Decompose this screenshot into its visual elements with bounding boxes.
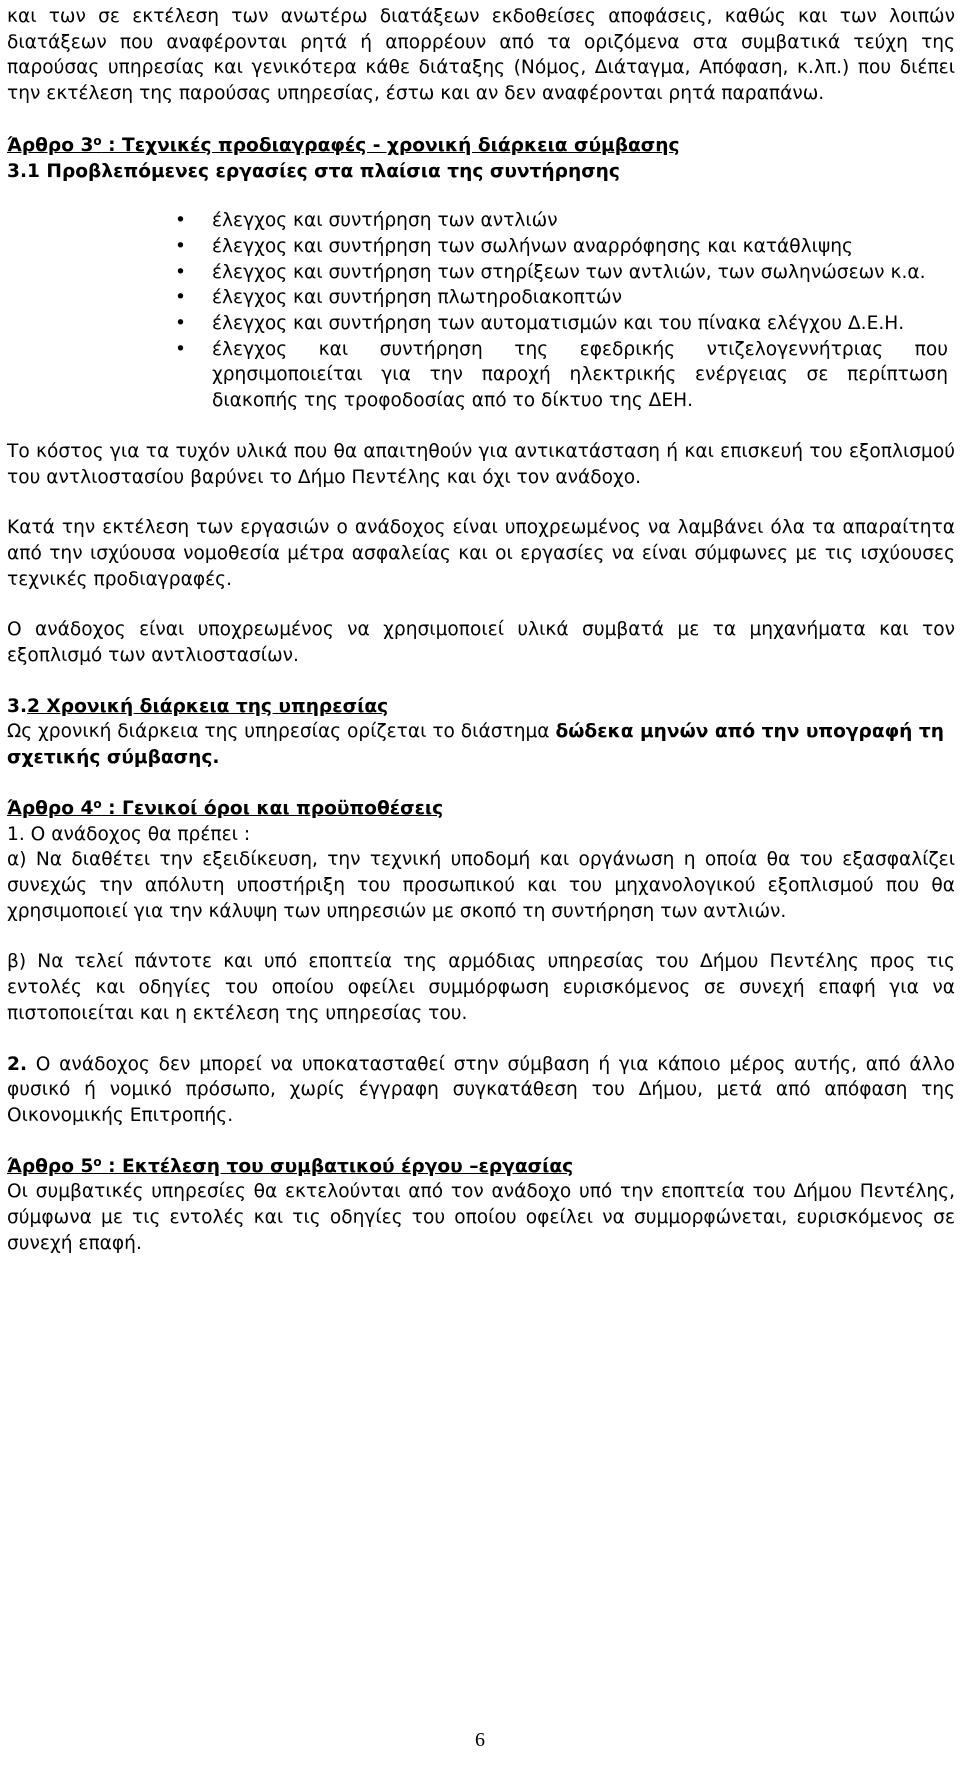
list-item [7, 285, 955, 311]
list-item-text: έλεγχος και συντήρηση των σωλήνων αναρρόφησης και κατάθλιψης [212, 235, 853, 257]
list-item [7, 337, 955, 414]
article-3-heading-pre: Άρθρο 3 [7, 134, 94, 156]
materials-cost-paragraph: Το κόστος για τα τυχόν υλικά που θα απαιτηθούν για αντικατάσταση ή και επισκευή του εξοπλισμού του αντλιοστασίου βαρύνει το Δήμο Πεντέλης και όχι τον ανάδοχο. [7, 440, 955, 488]
section-3-2-title [7, 694, 955, 720]
list-item-text: έλεγχος και συντήρηση της εφεδρικής ντιζελογεννήτριας που χρησιμοποιείται για την παροχή ηλεκτρικής ενέργειας σε περίπτωση διακοπής της τροφοδοσίας από το δίκτυο της ΔΕΗ. [212, 338, 948, 412]
section-3-2-title-text: 2 Χρονική διάρκεια της υπηρεσίας [27, 695, 389, 717]
list-item-text: έλεγχος και συντήρηση πλωτηροδιακοπτών [212, 287, 622, 309]
bullet-icon: • [175, 313, 186, 335]
safety-measures-paragraph: Κατά την εκτέλεση των εργασιών ο ανάδοχος είναι υποχρεωμένος να λαμβάνει όλα τα απαραίτητα από την ισχύουσα νομοθεσία μέτρα ασφαλείας και οι εργασίες να είναι σύμφωνες με τις ισχύουσες τεχνικές προδιαγραφές. [7, 517, 955, 590]
page-content [7, 4, 955, 1256]
bullet-icon: • [175, 287, 186, 309]
list-item-text: έλεγχος και συντήρηση των αντλιών [212, 210, 558, 232]
article-4-item-2 [7, 1052, 955, 1129]
article-4-item-1-a: α) Να διαθέτει την εξειδίκευση, την τεχνική υποδομή και οργάνωση η οποία θα του εξασφαλίζει συνεχώς την απόλυτη υποστήριξη του προσωπικού και του μηχανολογικού εξοπλισμού που θα χρησιμοποιεί για την κάλυψη των υπηρεσιών με σκοπό τη συντήρηση των αντλιών. [7, 849, 955, 922]
contract-duration-bold: δώδεκα μηνών από την υπογραφή τη σχετικής σύμβασης. [7, 721, 945, 769]
list-item [7, 208, 955, 234]
page-number: 6 [475, 1729, 485, 1751]
article-3-heading-sup: ο [93, 133, 102, 148]
contract-duration-paragraph [7, 719, 955, 770]
list-item [7, 311, 955, 337]
article-4-item-1-b: β) Να τελεί πάντοτε και υπό εποπτεία της αρμόδιας υπηρεσίας του Δήμου Πεντέλης προς τις εντολές και οδηγίες του οποίου οφείλει συμμόρφωση ευρισκόμενος σε συνεχή επαφή για να πιστοποιείται και η εκτέλεση της υπηρεσίας του. [7, 951, 955, 1024]
bullet-icon: • [175, 261, 186, 283]
list-item-text: έλεγχος και συντήρηση των αυτοματισμών και του πίνακα ελέγχου Δ.Ε.Η. [212, 313, 905, 335]
article-5-heading-sup: ο [93, 1154, 102, 1169]
article-4-heading [7, 796, 955, 822]
list-item-text: έλεγχος και συντήρηση των στηρίξεων των αντλιών, των σωληνώσεων κ.α. [212, 261, 926, 283]
bullet-icon: • [175, 235, 186, 257]
list-item [7, 234, 955, 260]
list-item [7, 260, 955, 286]
article-5-text: Οι συμβατικές υπηρεσίες θα εκτελούνται από τον ανάδοχο υπό την εποπτεία του Δήμου Πεντέλης, σύμφωνα με τις εντολές και τις οδηγίες του οποίου οφείλει να συμμορφώνεται, ευρισκόμενος σε συνεχή επαφή. [7, 1181, 955, 1254]
article-4-item-1-intro: 1. Ο ανάδοχος θα πρέπει : [7, 823, 251, 845]
article-3-heading-post: : Τεχνικές προδιαγραφές - χρονική διάρκεια σύμβασης [101, 134, 680, 156]
article-4-item-2-number: 2. [7, 1053, 28, 1075]
article-5-heading [7, 1154, 955, 1180]
maintenance-task-list [7, 208, 955, 414]
bullet-icon: • [175, 338, 186, 360]
section-3-1-title: 3.1 Προβλεπόμενες εργασίες στα πλαίσια της συντήρησης [7, 160, 620, 182]
section-3-2-number: 3. [7, 695, 28, 717]
compatible-materials-paragraph: Ο ανάδοχος είναι υποχρεωμένος να χρησιμοποιεί υλικά συμβατά με τα μηχανήματα και τον εξοπλισμό των αντλιοστασίων. [7, 619, 955, 667]
article-4-heading-pre: Άρθρο 4 [7, 797, 94, 819]
article-5-heading-post: : Εκτέλεση του συμβατικού έργου –εργασίας [101, 1155, 574, 1177]
contract-duration-text: Ως χρονική διάρκεια της υπηρεσίας ορίζεται το διάστημα [7, 721, 556, 743]
article-5-heading-pre: Άρθρο 5 [7, 1155, 94, 1177]
article-3-heading [7, 133, 955, 159]
article-4-heading-post: : Γενικοί όροι και προϋποθέσεις [101, 797, 444, 819]
article-4-heading-sup: ο [93, 796, 102, 811]
article-4-item-2-text: Ο ανάδοχος δεν μπορεί να υποκατασταθεί στην σύμβαση ή για κάποιο μέρος αυτής, από άλλο φυσικό ή νομικό πρόσωπο, χωρίς έγγραφη συγκατάθεση του Δήμου, μετά από απόφαση της Οικονομικής Επιτροπής. [7, 1053, 955, 1126]
intro-paragraph: και των σε εκτέλεση των ανωτέρω διατάξεων εκδοθείσες αποφάσεις, καθώς και των λοιπών διατάξεων που αναφέρονται ρητά ή απορρέουν από τα οριζόμενα στα συμβατικά τεύχη της παρούσας υπηρεσίας και γενικότερα κάθε διάταξης (Νόμος, Διάταγμα, Απόφαση, κ.λπ.) που διέπει την εκτέλεση της παρούσας υπηρεσίας, έστω και αν δεν αναφέρονται ρητά παραπάνω. [7, 6, 955, 105]
bullet-icon: • [175, 210, 186, 232]
